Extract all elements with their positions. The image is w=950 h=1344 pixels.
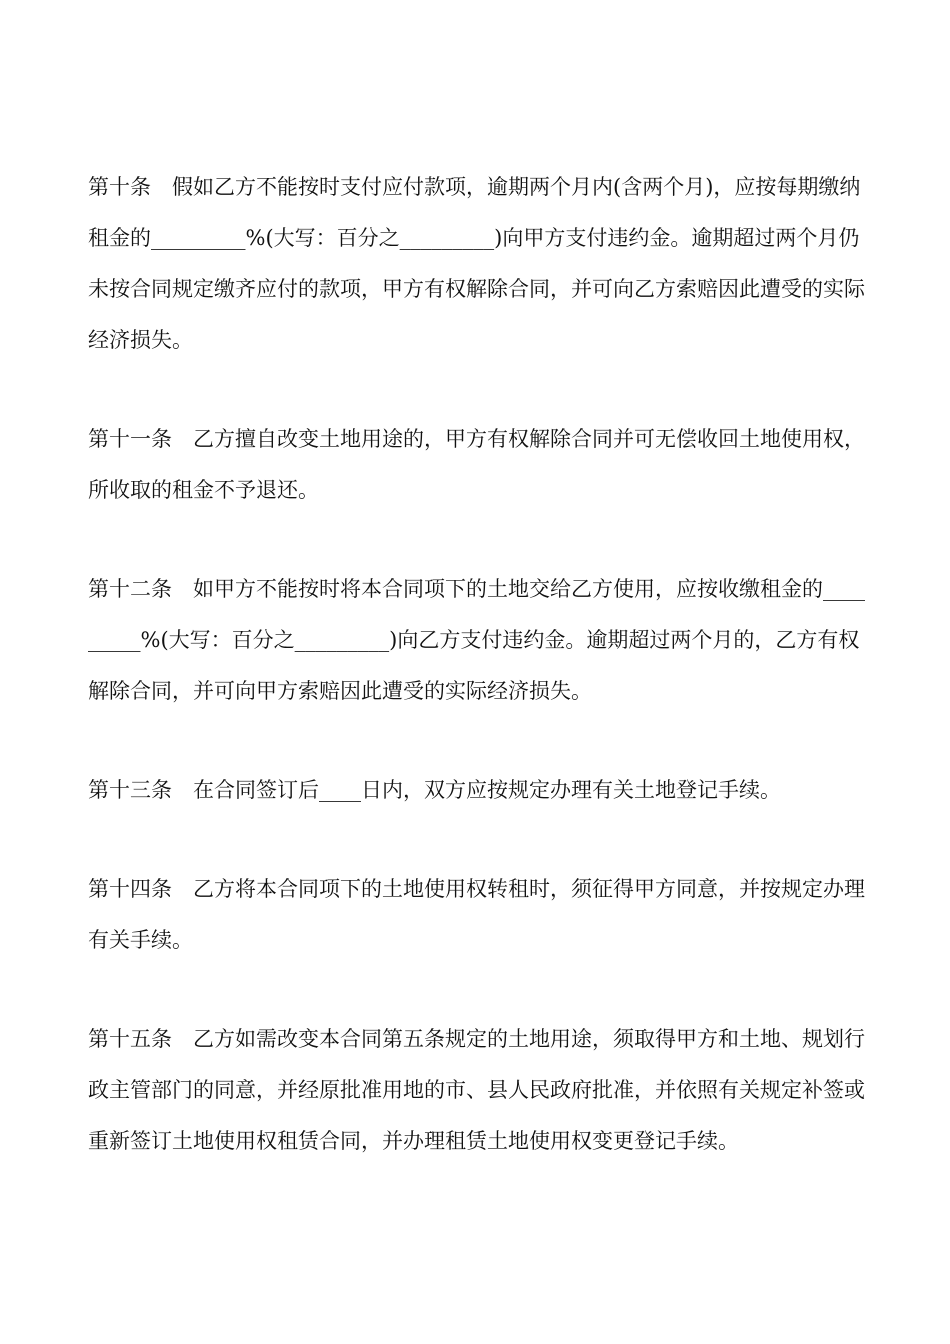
clause-10: 第十条 假如乙方不能按时支付应付款项，逾期两个月内(含两个月)，应按每期缴纳租金的_________%(大写：百分之_________)向甲方支付违约金。逾期超过两个月仍未按合同规定缴齐应付的款项，甲方有权解除合同，并可向乙方索赔因此遭受的实际经济损失。 [88,175,865,352]
clause-13: 第十三条 在合同签订后____日内，双方应按规定办理有关土地登记手续。 [88,778,781,802]
clause-11: 第十一条 乙方擅自改变土地用途的，甲方有权解除合同并可无偿收回土地使用权，所收取的租金不予退还。 [88,427,865,502]
clause-14: 第十四条 乙方将本合同项下的土地使用权转租时，须征得甲方同意，并按规定办理有关手续。 [88,877,865,952]
clause-12: 第十二条 如甲方不能按时将本合同项下的土地交给乙方使用，应按收缴租金的_________%(大写：百分之_________)向乙方支付违约金。逾期超过两个月的，乙方有权解除合同，并可向甲方索赔因此遭受的实际经济损失。 [88,577,865,703]
clause-15: 第十五条 乙方如需改变本合同第五条规定的土地用途，须取得甲方和土地、规划行政主管部门的同意，并经原批准用地的市、县人民政府批准，并依照有关规定补签或重新签订土地使用权租赁合同，并办理租赁土地使用权变更登记手续。 [88,1027,865,1153]
document-body [88,162,868,1167]
